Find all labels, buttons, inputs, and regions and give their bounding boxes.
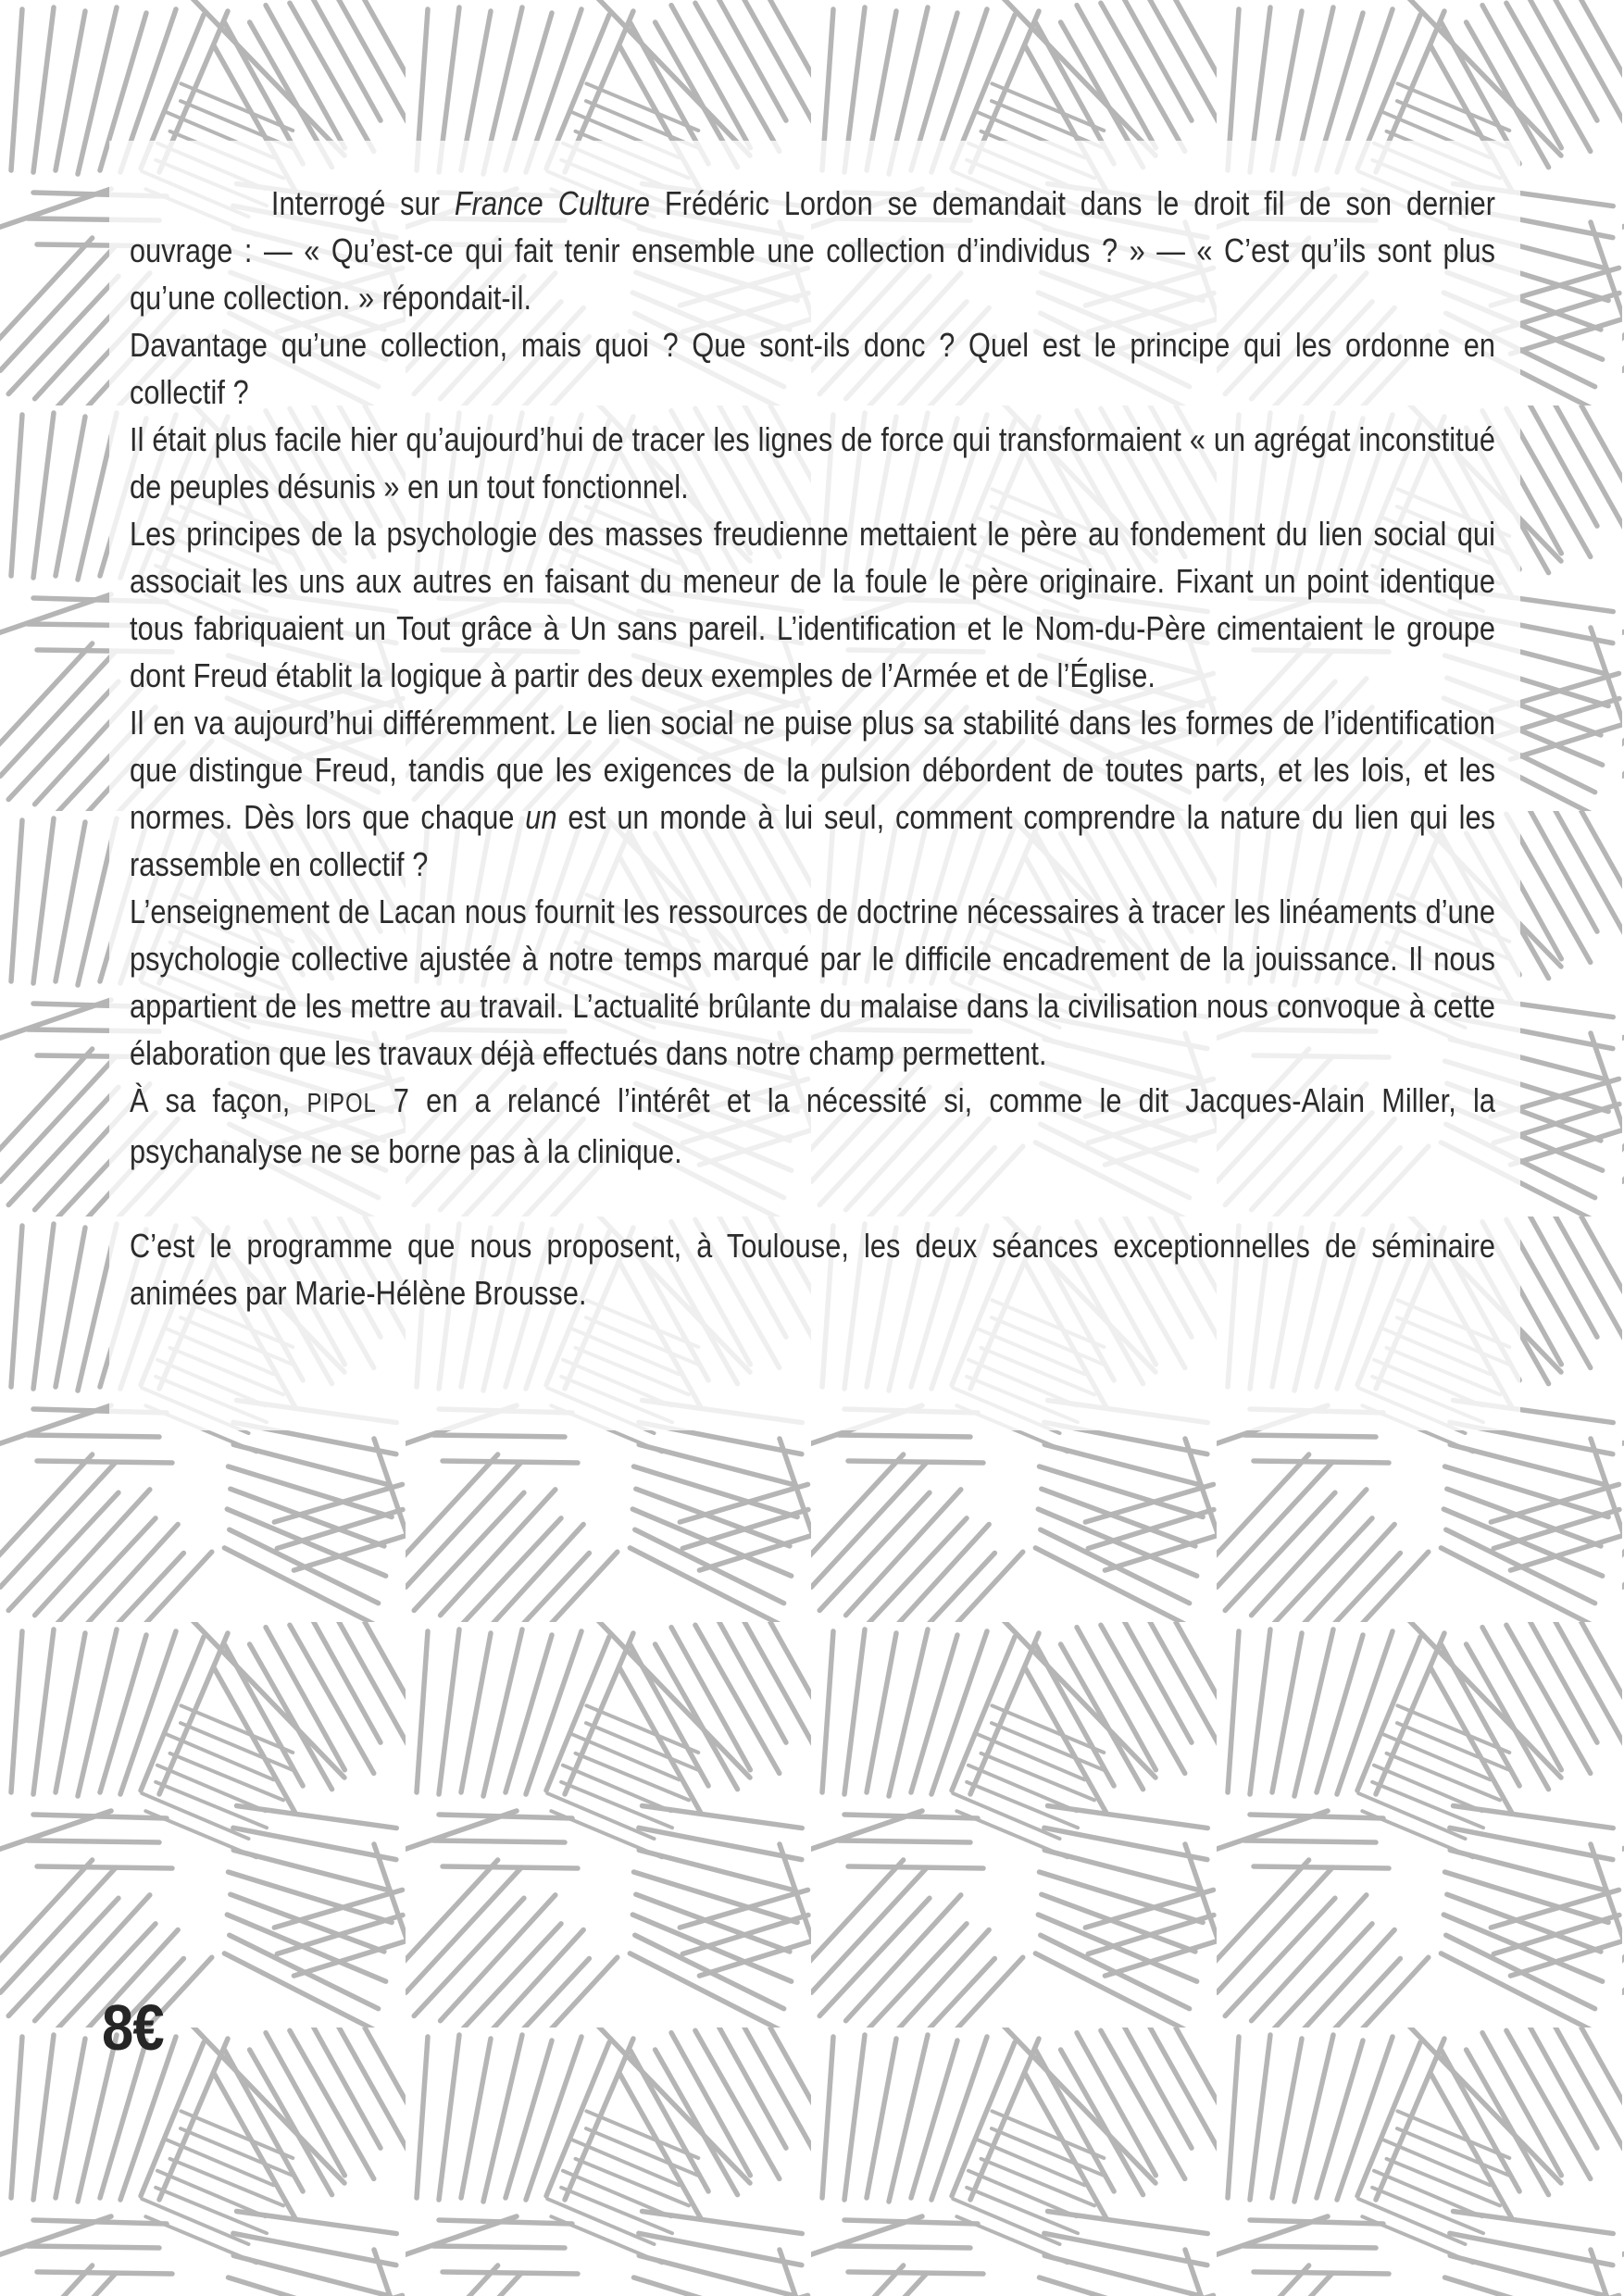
paragraph [130, 1222, 1495, 1316]
text-run: Les principes de la psychologie des masses freudienne mettaient le père au fondement du lien social qui associait les uns aux autres en faisant du meneur de la foule le père originaire. Fixant un point identique tous fabriquaient un Tout grâce à Un sans pareil. L’identification et le Nom-du-Père cimentaient le groupe dont Freud établit la logique à partir des deux exemples de l’Armée et de l’Église. [130, 515, 1496, 694]
paragraph [130, 1077, 1495, 1175]
text-run-italic: un [525, 798, 557, 836]
paragraph [130, 888, 1495, 1077]
text-run-italic: France Culture [454, 184, 651, 222]
text-run-smallcaps: PIPOL [306, 1089, 377, 1118]
text-run: Davantage qu’une collection, mais quoi ? Que sont-ils donc ? Quel est le principe qui les ordonne en collectif ? [130, 326, 1496, 411]
text-run: À sa façon, [130, 1081, 307, 1119]
paragraph [130, 180, 1495, 321]
body-text [130, 180, 1495, 1316]
text-run: 7 en a relancé l’intérêt et la nécessité si, comme le dit Jacques-Alain Miller, la psychanalyse ne se borne pas à la clinique. [130, 1081, 1496, 1170]
text-run: L’enseignement de Lacan nous fournit les ressources de doctrine nécessaires à tracer les linéaments d’une psychologie collective ajustée à notre temps marqué par le difficile encadrement de la jouissance. Il nous appartient de les mettre au travail. L’actualité brûlante du malaise dans la civilisation nous convoque à cette élaboration que les travaux déjà effectués dans notre champ permettent. [130, 892, 1496, 1072]
text-run: Frédéric Lordon se demandait dans le droit fil de son dernier ouvrage : — « Qu’est-ce qui fait tenir ensemble une collection d’individus ? » — « C’est qu’ils sont plus qu’une collection. » répondait-il. [130, 184, 1496, 317]
text-run: Interrogé sur [270, 184, 455, 222]
text-run: Il en va aujourd’hui différemment. Le lien social ne puise plus sa stabilité dans les formes de l’identification que distingue Freud, tandis que les exigences de la pulsion débordent de toutes parts, et les lois, et les normes. Dès lors que chaque [130, 704, 1496, 836]
text-run: est un monde à lui seul, comment comprendre la nature du lien qui les rassemble en collectif ? [130, 798, 1496, 883]
paragraph [130, 699, 1495, 888]
price-label: 8€ [102, 1991, 164, 2064]
paragraph [130, 510, 1495, 699]
text-run: C’est le programme que nous proposent, à Toulouse, les deux séances exceptionnelles de séminaire animées par Marie-Hélène Brousse. [130, 1227, 1496, 1312]
paragraph [130, 321, 1495, 416]
text-run: Il était plus facile hier qu’aujourd’hui de tracer les lignes de force qui transformaient « un agrégat inconstitué de peuples désunis » en un tout fonctionnel. [130, 420, 1496, 505]
paragraph [130, 416, 1495, 510]
